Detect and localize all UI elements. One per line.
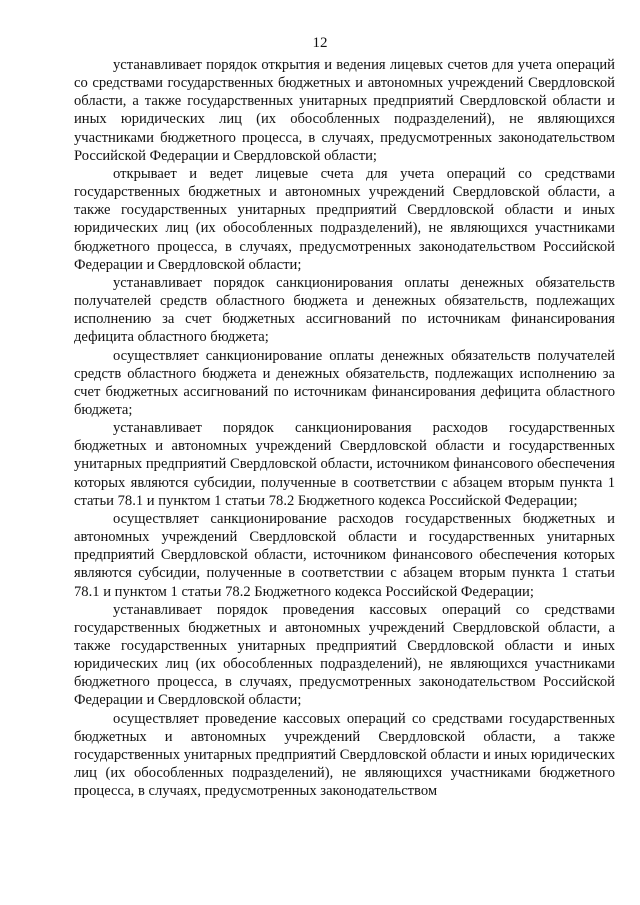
paragraph-cash-operations-procedure: устанавливает порядок проведения кассовых операций со средствами государственных бюджетных и автономных учреждений Свердловской области, а также государственных унитарных предприятий Свердловской области и иных юридических лиц (их обособленных подразделений), не являющихся участниками бюджетного процесса, в случаях, предусмотренных законодательством Российской Федерации и Свердловской области;	[74, 601, 615, 709]
paragraph-account-opening-procedure: устанавливает порядок открытия и ведения лицевых счетов для учета операций со средствами государственных бюджетных и автономных учреждений Свердловской области, а также государственных унитарных предприятий Свердловской области и иных юридических лиц (их обособленных подразделений), не являющихся участниками бюджетного процесса, в случаях, предусмотренных законодательством Российской Федерации и Свердловской области;	[74, 57, 615, 164]
document-body	[74, 56, 615, 800]
paragraph-cash-operations: осуществляет проведение кассовых операций со средствами государственных бюджетных и автономных учреждений Свердловской области, а также государственных унитарных предприятий Свердловской области и иных юридических лиц (их обособленных подразделений), не являющихся участниками бюджетного процесса, в случаях, предусмотренных законодательством	[74, 710, 615, 800]
paragraph-payment-sanction-procedure: устанавливает порядок санкционирования оплаты денежных обязательств получателей средств областного бюджета и денежных обязательств, подлежащих исполнению за счет бюджетных ассигнований по источникам финансирования дефицита областного бюджета;	[74, 274, 615, 346]
paragraph-expense-sanction: осуществляет санкционирование расходов государственных бюджетных и автономных учреждений Свердловской области и государственных унитарных предприятий Свердловской области, источником финансового обеспечения которых являются субсидии, полученные в соответствии с абзацем вторым пункта 1 статьи 78.1 и пунктом 1 статьи 78.2 Бюджетного кодекса Российской Федерации;	[74, 510, 615, 600]
paragraph-account-opening: открывает и ведет лицевые счета для учета операций со средствами государственных бюджетных и автономных учреждений Свердловской области, а также государственных унитарных предприятий Свердловской области и иных юридических лиц (их обособленных подразделений), не являющихся участниками бюджетного процесса, в случаях, предусмотренных законодательством Российской Федерации и Свердловской области;	[74, 165, 615, 273]
page-number: 12	[312, 35, 328, 51]
paragraph-payment-sanction: осуществляет санкционирование оплаты денежных обязательств получателей средств областного бюджета и денежных обязательств, подлежащих исполнению за счет бюджетных ассигнований по источникам финансирования дефицита областного бюджета;	[74, 347, 615, 418]
paragraph-expense-sanction-procedure: устанавливает порядок санкционирования расходов государственных бюджетных и автономных учреждений Свердловской области и государственных унитарных предприятий Свердловской области, источником финансового обеспечения которых являются субсидии, полученные в соответствии с абзацем вторым пункта 1 статьи 78.1 и пунктом 1 статьи 78.2 Бюджетного кодекса Российской Федерации;	[74, 420, 615, 509]
